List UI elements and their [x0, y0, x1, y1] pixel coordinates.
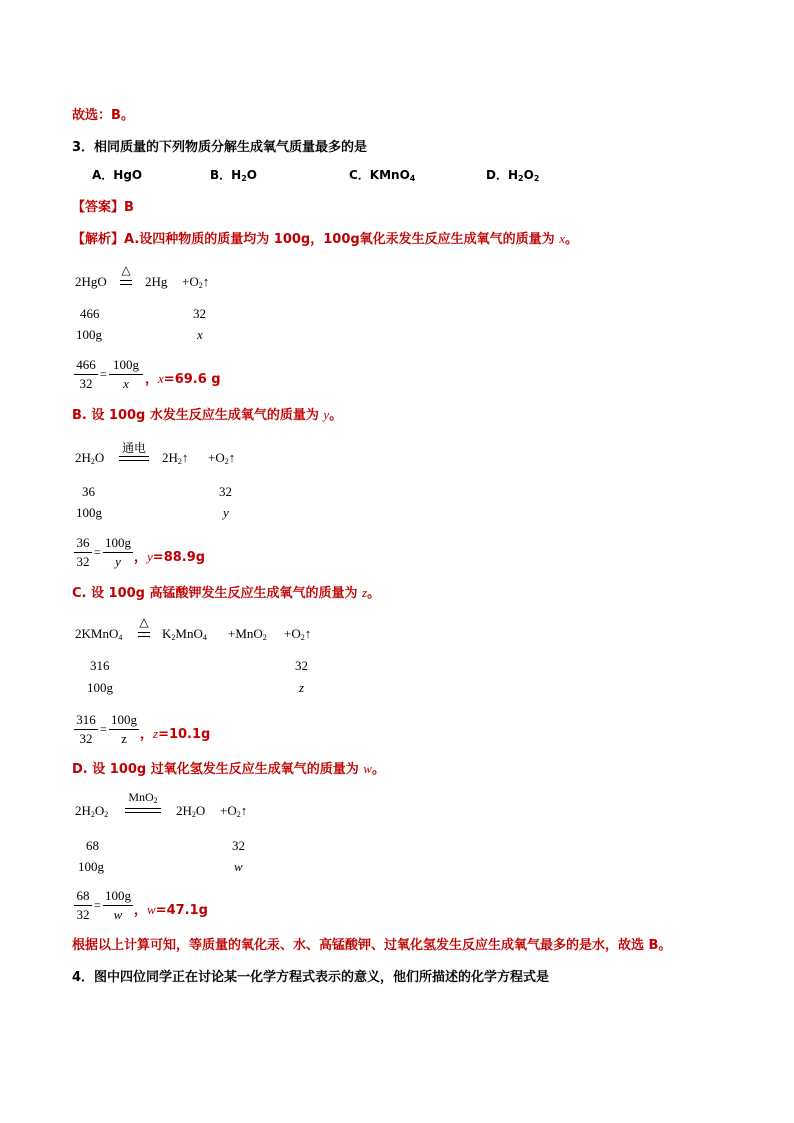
eq-c-heat-sign: △: [139, 615, 149, 629]
eq-d-catalyst-label: MnO$_2$: [128, 790, 158, 805]
prev-answer-prefix: 故选：: [72, 108, 112, 123]
eq-a-unknown: x: [197, 327, 203, 342]
eq-b-molar-mass-2: 32: [219, 484, 232, 499]
option-b: B．$H_2O$: [210, 168, 257, 183]
eq-c-product-3: $+O_2↑$: [284, 626, 312, 642]
eq-d-reactant: $2H_2O_2$: [75, 803, 109, 819]
eq-b-equals: =: [94, 545, 101, 559]
answer-line: 【答案】B: [72, 200, 134, 215]
prev-answer-end: 。: [120, 108, 134, 123]
analysis-b-line: B. 设 100g 水发生反应生成氧气的质量为 y。: [72, 407, 343, 423]
eq-b-given-mass: 100g: [76, 505, 102, 520]
eq-d-molar-mass-2: 32: [232, 838, 245, 853]
eq-a-reactant: 2HgO: [75, 274, 107, 289]
eq-c-double-line: [138, 632, 150, 637]
eq-b-ratio-1: $\frac{36}{32}$: [74, 534, 92, 571]
eq-b-molar-mass-1: 36: [82, 484, 95, 499]
eq-d-equals: =: [94, 898, 101, 912]
eq-d-unknown: w: [234, 859, 243, 874]
option-a: A．HgO: [92, 168, 143, 182]
option-c: C．KMnO$_4$: [349, 168, 416, 183]
eq-c-molar-mass-1: 316: [90, 658, 110, 673]
eq-c-product-1: $K_2MnO_4$: [162, 626, 207, 642]
eq-a-equals: =: [100, 367, 107, 381]
eq-c-unknown: z: [299, 680, 305, 695]
eq-b-reactant: $2H_2O$: [75, 450, 105, 466]
eq-a-ratio-2: $\frac{100g}{x}$: [109, 356, 143, 393]
eq-a-ratio-1: $\frac{466}{32}$: [74, 356, 98, 393]
question-4-stem: 4．图中四位同学正在讨论某一化学方程式表示的意义，他们所描述的化学方程式是: [72, 970, 550, 985]
eq-b-unknown: y: [223, 505, 229, 520]
eq-d-given-mass: 100g: [78, 859, 104, 874]
eq-c-equals: =: [100, 722, 107, 736]
eq-c-reactant: 2KMnO$_4$: [75, 626, 123, 642]
eq-d-product-1: $2H_2O$: [176, 803, 206, 819]
eq-b-product-1: $2H_2↑$: [162, 450, 189, 466]
analysis-d-line: D. 设 100g 过氧化氢发生反应生成氧气的质量为 w。: [72, 761, 385, 777]
eq-d-ratio-2: $\frac{100g}{w}$: [105, 888, 131, 922]
prev-answer-letter: B: [111, 108, 121, 123]
eq-d-ratio-1: $\frac{68}{32}$: [74, 887, 92, 924]
eq-b-electrolysis-label: 通电: [121, 441, 146, 455]
eq-a-molar-mass-2: 32: [193, 306, 206, 321]
eq-c-result: ，z=10.1g: [140, 726, 211, 742]
option-d: D．$H_2O_2$: [486, 168, 540, 183]
question-3-stem: 3．相同质量的下列物质分解生成氧气质量最多的是: [72, 140, 368, 155]
eq-d-result: ，w=47.1g: [134, 902, 208, 918]
eq-a-result: ，x=69.6 g: [145, 371, 221, 387]
analysis-label: 【解析】: [72, 232, 125, 247]
eq-b-result: ，y=88.9g: [134, 549, 206, 565]
eq-b-double-line: [119, 456, 149, 461]
eq-c-ratio-1: $\frac{316}{32}$: [74, 711, 98, 748]
eq-d-double-line: [125, 808, 161, 813]
eq-c-molar-mass-2: 32: [295, 658, 308, 673]
prev-answer-line: [72, 104, 134, 123]
analysis-a-line: 【解析】A.设四种物质的质量均为 100g，100g氧化汞发生反应生成氧气的质量为 x。: [72, 231, 578, 247]
eq-a-given-mass: 100g: [76, 327, 102, 342]
eq-a-heat-sign: △: [121, 263, 131, 277]
eq-a-molar-mass-1: 466: [80, 306, 100, 321]
conclusion-line: 根据以上计算可知，等质量的氧化汞、水、高锰酸钾、过氧化氢发生反应生成氧气最多的是水，故选 B。: [72, 938, 672, 953]
eq-c-given-mass: 100g: [87, 680, 113, 695]
eq-d-molar-mass-1: 68: [86, 838, 99, 853]
eq-a-double-line: [120, 280, 132, 285]
eq-b-ratio-2: $\frac{100g}{y}$: [105, 535, 131, 569]
analysis-c-line: C. 设 100g 高锰酸钾发生反应生成氧气的质量为 z。: [72, 585, 381, 601]
eq-c-ratio-2: $\frac{100g}{z}$: [111, 712, 137, 746]
eq-d-product-2: $+O_2↑$: [220, 803, 248, 819]
eq-a-product-1: 2Hg: [145, 274, 168, 289]
eq-b-product-2: $+O_2↑$: [208, 450, 236, 466]
eq-a-product-2: $+O_2↑$: [182, 274, 210, 290]
eq-c-product-2: +MnO$_2$: [228, 626, 267, 642]
